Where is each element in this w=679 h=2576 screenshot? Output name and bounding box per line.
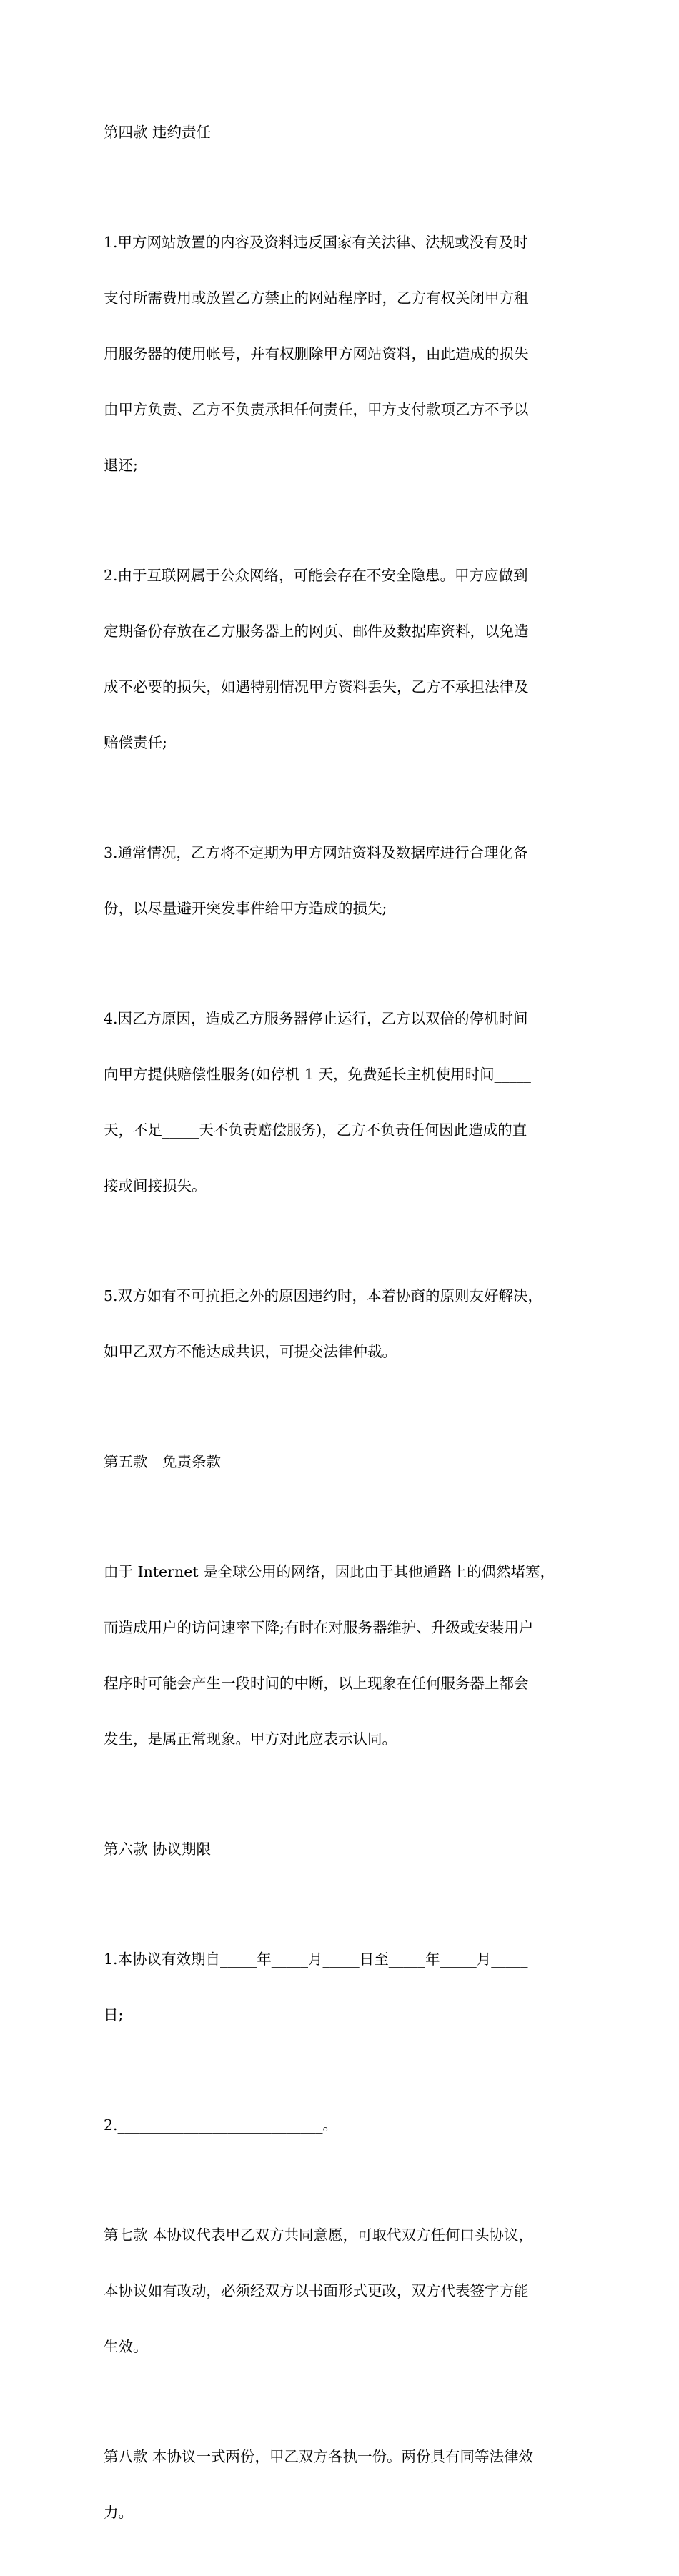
section-heading-4 <box>104 86 590 179</box>
text-line: 由于 Internet 是全球公用的网络，因此由于其他通路上的偶然堵塞， <box>104 1563 555 1580</box>
text-line: 天，不足_____天不负责赔偿服务)，乙方不负责任何因此造成的直 <box>104 1121 527 1139</box>
text-line: 1.甲方网站放置的内容及资料违反国家有关法律、法规或没有及时 <box>104 234 528 251</box>
text-line: 成不必要的损失，如遇特别情况甲方资料丢失，乙方不承担法律及 <box>104 678 529 695</box>
text-line: 支付所需费用或放置乙方禁止的网站程序时，乙方有权关闭甲方租 <box>104 289 529 307</box>
text-line: 赔偿责任; <box>104 734 167 751</box>
text-line: 2.由于互联网属于公众网络，可能会存在不安全隐患。甲方应做到 <box>104 567 528 584</box>
clause-4-item-2 <box>104 529 590 789</box>
text-line: 用服务器的使用帐号，并有权删除甲方网站资料，由此造成的损失 <box>104 345 529 362</box>
text-line: 第六款 协议期限 <box>104 1841 212 1858</box>
text-line: 由甲方负责、乙方不负责承担任何责任，甲方支付款项乙方不予以 <box>104 401 529 418</box>
text-line: 第四款 违约责任 <box>104 124 212 141</box>
text-line: 向甲方提供赔偿性服务(如停机 1 天，免费延长主机使用时间_____ <box>104 1066 531 1083</box>
clause-6-item-1 <box>104 1913 590 2061</box>
section-heading-6 <box>104 1803 590 1896</box>
text-line: 1.本协议有效期自_____年_____月_____日至_____年_____月_____ <box>104 1951 528 1968</box>
text-line: 程序时可能会产生一段时间的中断，以上现象在任何服务器上都会 <box>104 1675 529 1692</box>
text-line: 而造成用户的访问速率下降;有时在对服务器维护、升级或安装用户 <box>104 1619 534 1636</box>
text-line: 本协议如有改动，必须经双方以书面形式更改，双方代表签字方能 <box>104 2282 529 2299</box>
text-line: 5.双方如有不可抗拒之外的原因违约时，本着协商的原则友好解决， <box>104 1287 543 1304</box>
text-line: 生效。 <box>104 2338 148 2355</box>
text-line: 第八款 本协议一式两份，甲乙双方各执一份。两份具有同等法律效 <box>104 2448 534 2465</box>
clause-6-item-2 <box>104 2079 590 2171</box>
text-line: 3.通常情况，乙方将不定期为甲方网站资料及数据库进行合理化备 <box>104 844 528 861</box>
section-heading-5 <box>104 1415 590 1508</box>
clause-4-item-3 <box>104 806 590 955</box>
text-line: 4.因乙方原因，造成乙方服务器停止运行，乙方以双倍的停机时间 <box>104 1010 528 1027</box>
clause-4-item-1 <box>104 196 590 512</box>
text-line: 第七款 本协议代表甲乙双方共同意愿，可取代双方任何口头协议， <box>104 2226 534 2244</box>
document-page <box>104 86 590 2576</box>
text-line: 退还; <box>104 457 138 474</box>
text-line: 第五款 免责条款 <box>104 1453 221 1470</box>
text-line: 发生，是属正常现象。甲方对此应表示认同。 <box>104 1730 397 1748</box>
clause-4-item-5 <box>104 1249 590 1398</box>
clause-5-body <box>104 1525 590 1785</box>
clause-8 <box>104 2410 590 2559</box>
text-line: 2.____________________________。 <box>104 2116 338 2134</box>
text-line: 力。 <box>104 2504 133 2521</box>
clause-7 <box>104 2189 590 2393</box>
text-line: 份，以尽量避开突发事件给甲方造成的损失; <box>104 900 387 917</box>
text-line: 接或间接损失。 <box>104 1177 207 1194</box>
clause-4-item-4 <box>104 972 590 1232</box>
text-line: 定期备份存放在乙方服务器上的网页、邮件及数据库资料，以免造 <box>104 623 529 640</box>
text-line: 如甲乙双方不能达成共识，可提交法律仲裁。 <box>104 1343 397 1360</box>
text-line: 日; <box>104 2006 124 2023</box>
